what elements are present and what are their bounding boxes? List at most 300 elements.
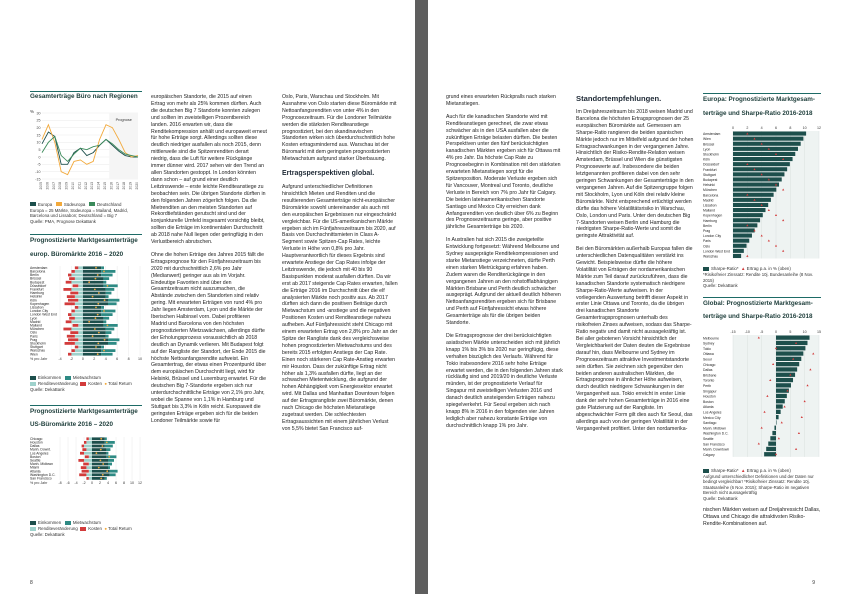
bar-income (83, 346, 101, 349)
bar-income (83, 292, 106, 295)
category-label: Düsseldorf (30, 284, 47, 289)
category-label: Wien (703, 137, 711, 142)
x-tick-label: 5 (789, 329, 792, 334)
marker-total-return (103, 310, 105, 312)
x-tick-label: 2009 (64, 181, 69, 190)
marker-total-return (97, 303, 99, 305)
bar-costs (67, 295, 75, 298)
europe-sharpe-note: *Risikofreier Zinssatz: Rendite 10j. Bundesanleihe (8 Nov. 2015) (703, 272, 814, 283)
bar-rent-growth (101, 313, 112, 316)
paragraph: Die Ertragsprognose der drei berücksichtigten asiatischen Märkte unterscheiden sich mit jährlich knapp 1% bis 3% bis 2020 nur geringfügig, diese verhalten biszüglich des Verlaufs. Während für Tokio insbesondere 2016 sehr hohe Erträge erwartet werden, die in den folgenden Jahren stark rückläufig sind und 2019/20 in deutliche Verluste münden, ist der prognostizierte Verlauf für Singapur mit zweistelligen Verlusten 2016 und danach deutlich ansteigenden Erträgen nahezu spiegelverkehrt. Für Seoul ergeben sich nach knapp 8% in 2016 in den folgenden vier Jahren lediglich aber nahezu konstante Erträge von durchschnittlich knapp 1% pro Jahr. (446, 333, 563, 429)
line-chart-source: Quelle: PMA, Prognose DekaBank (30, 218, 96, 224)
category-label: Lyon (30, 316, 38, 321)
x-tick-label: 2010 (71, 181, 75, 190)
y-tick-label: 10 (36, 140, 41, 145)
paragraph: Auch für die kanadischen Standorte wird mit Renditeanstiegen gerechnet, die zwar etwas schwächer als in den USA ausfallen aber die zukünftigen Erträge belasten dürften. Die besten Perspektiven unter den fünf berücksichtigten kanadischen Märkten ergeben sich für Ottawa mit 4% pro Jahr. Da höchste Cap Rate zu Prognosebeginn in Kombination mit den stärksten erwarteten Mietanstiegen sorgt für die Spitzenposition. Moderate Verluste ergeben sich für Vancouver, Montreal und Toronto, deutliche Verluste in Bereich von 7% pro Jahr für Calgary. Die beiden lateinamerikanischen Standorte Santiago und Mexico City erreichen dank Anfangsrenditen von deutlich über 6% zu Beginn des Prognosezeitraums geringe, aber positive jährliche Gesamterträge bis 2020. (446, 113, 561, 231)
marker-total-return (97, 274, 99, 276)
bar-costs (75, 346, 78, 349)
category-label: Seattle (703, 436, 714, 441)
marker-total-return (104, 339, 106, 341)
marker-total-return (95, 278, 97, 280)
bar-yield-change (75, 349, 83, 352)
bar-yield-change (86, 473, 92, 476)
category-label: London West End (703, 249, 730, 254)
bar-costs (68, 299, 78, 302)
category-label: San Francisco (30, 476, 52, 481)
bar-yield-change (71, 274, 82, 277)
bar-sharpe-ratio (766, 447, 776, 451)
x-tick-label: 8 (127, 357, 130, 362)
bar-sharpe-ratio (733, 213, 763, 217)
paragraph: grund eines erwarteten Rückpralls nach starken Mietanstiegen. (446, 94, 556, 107)
x-tick-label: 2006 (45, 181, 50, 190)
bar-rent-growth (108, 303, 117, 306)
category-label: München (703, 188, 717, 193)
x-tick-label: 2007 (51, 181, 56, 190)
x-tick-label: 2017 (115, 181, 120, 190)
bar-sharpe-ratio (733, 218, 760, 222)
category-label: Prag (703, 229, 711, 234)
category-label: Hamburg (703, 218, 717, 223)
bar-rent-growth (106, 328, 115, 331)
y-tick-label: 30 (36, 110, 41, 115)
bar-rent-growth (108, 462, 112, 465)
bar-sharpe-ratio (768, 441, 776, 445)
marker-total-return (96, 452, 98, 454)
marker-total-return (103, 350, 105, 352)
category-label: Los Angeles (30, 451, 49, 456)
category-label: Lissabon (703, 203, 717, 208)
category-label: Seattle (30, 458, 41, 463)
bar-income (83, 295, 106, 298)
category-label: Tokio (703, 346, 711, 351)
x-tick-label: 2013 (90, 181, 95, 190)
marker-total-return (92, 335, 94, 337)
bar-costs (84, 441, 86, 444)
y-tick-label: 5 (38, 147, 41, 152)
bar-rent-growth (108, 339, 119, 342)
category-label: Stuttgart (703, 173, 716, 178)
x-tick-label: 2015 (103, 181, 107, 190)
bar-income (83, 281, 104, 284)
bar-costs (73, 285, 79, 288)
bar-sharpe-ratio (733, 254, 741, 258)
bar-sharpe-ratio (733, 193, 774, 197)
category-label: Barcelona (703, 193, 719, 198)
bar-sharpe-ratio (733, 132, 806, 136)
bar-rent-growth (101, 346, 104, 349)
x-tick-label: 6 (115, 480, 117, 485)
global-sharpe-title-2: terträge und Sharpe-Ratio 2016-2018 (703, 313, 813, 321)
y-axis-unit: % (30, 108, 35, 114)
bar-yield-change (89, 462, 92, 465)
prognose-label: Prognose (115, 117, 132, 122)
bar-costs (67, 335, 75, 338)
category-label: Calgary (703, 452, 715, 457)
marker-total-return (102, 474, 104, 476)
bar-yield-change (86, 466, 92, 469)
marker-total-return (88, 281, 90, 283)
x-tick-label: -8 (58, 480, 62, 485)
bar-costs (68, 353, 71, 356)
category-label: Berlin (703, 224, 712, 229)
bar-sharpe-ratio (764, 452, 776, 456)
us-chart-source: Quelle: DekaBank (30, 531, 65, 537)
bar-income (83, 321, 104, 324)
bar-sharpe-ratio (733, 188, 776, 192)
paragraph: Aufgrund unterschiedlicher Definitionen hinsichtlich Mieten und Renditen und die resultierenden Gesamterträge nicht-europäischer Büromärkte sowohl untereinander als auch mit den europäischen Ergebnissen nur eingeschränkt vergleichbar. Für die US-amerikanischen Märkte ergeben sich im Fünfjahreszeitraum bis 2020, auf Basis von Durchschnittsmieten in Class A-Segment sowie Spitzen-Cap Rates, leichte Verluste in Höhe von 0,8% pro Jahr. Hauptverantwortlich für dieses Ergebnis sind erwartete Anstiege der Cap Rates infolge der Leitzinswende, die jedoch mit 40 bis 90 Basispunkten moderat ausfallen dürften. Da wir erst ab 2017 steigende Cap Rates erwarten, fallen die Erträge 2016 im Durchschnitt über die elf analysierten Märkte noch positiv aus. Ab 2017 dürften sich dann die positiven Beiträge durch Mietwachstum und -anstiege und die negativen Positionen Kosten und Renditeanstiege nahezu aufheben. Auf Fünfjahressicht steht Chicago mit einem erwarteten Ertrag von 2,8% pro Jahr an der Spitze der Rangliste dank des vergleichsweise hohen prognostizierten Mietwachstums und des bereits 2015 erfolgten Anstiegs der Cap Rate. Einen noch stärkeren Cap Rate-Anstieg erwarten mir Houston. Dass der zukünftige Ertrag nicht höher als 1,3% ausfallen dürfte, liegt an der schwachen Mietentwicklung, die aufgrund der hohen Abhängigkeit vom Energiesektor erwartet wird. Mit Dallas und Manhattan Downtown folgen auf der Ertragsrangliste zwei Büromärkte, denen nach Chicago die höchsten Mietanstiege zugetraut werden. Die schlechtesten Ertragsaussichten mit einem jährlichen Verlust von 5,5% bietet San Francisco auf- (282, 184, 398, 432)
bar-costs (70, 331, 78, 334)
x-tick-label: 4 (760, 126, 763, 131)
x-tick-label: 2 (93, 357, 96, 362)
bar-income (92, 455, 106, 458)
x-tick-label: 2018 (122, 181, 127, 190)
bar-yield-change (75, 342, 83, 345)
category-label: Helsinki (703, 183, 715, 188)
bar-costs (68, 274, 71, 277)
bar-sharpe-ratio (733, 249, 744, 253)
marker-total-return (100, 459, 102, 461)
category-label: Mexico City (703, 415, 721, 420)
category-label: Amsterdam (703, 132, 721, 137)
global-sharpe-legend: Sharpe-Ratio* ▲ Ertrag p.a. in % (oben) (703, 468, 821, 474)
bar-yield-change (89, 437, 92, 440)
y-tick-label: 15 (36, 132, 41, 137)
us-chart-title-2: US-Büromärkte 2016 – 2020 (30, 421, 113, 429)
bar-costs (82, 444, 84, 447)
marker-total-return (106, 470, 108, 472)
bar-rent-growth (108, 299, 119, 302)
marker-total-return (88, 321, 90, 323)
marker-total-return (106, 441, 108, 443)
bar-income (83, 342, 108, 345)
bar-rent-growth (101, 267, 104, 270)
paragraph: Bei den Büromärkten außerhalb Europas fallen die unterschiedlichen Datenqualitäten verstärkt ins Gewicht. Beispielsweise dürfte die höhere Volatilität von Erträgen der nordamerikanischen Märkte zum Teil darauf zurückzuführen, dass die kanadischen Standorte systematisch niedrigere Sharpe-Ratio-Werte aufweisen. In der vorliegenden Auswertung betrifft dieser Aspekt in erster Linie Ottawa und Toronto, da die übrigen drei kanadischen Standorte Gesamtertragsprognosen unterhalb des risikofreien Zinses aufweisen, sodass das Sharpe-Ratio negativ und damit nicht aussagekräftig ist. Bei aller gebotenen Vorsicht hinsichtlich der Vergleichbarkeit der Daten deuten die Ergebnisse darauf hin, dass Melbourne und Sydney im Prognosezeitraum attraktive Investmentstandorte sein dürften. Sie zeichnen sich gegenüber den beiden anderen australischen Märkten, die Ertragsprognose in ähnlicher Höhe aufweisen, durch deutlich niedrigere Schwankungen in der Vergangenheit aus. Tokio erreicht in erster Linie dank der sehr hohen Gesamterträge in 2016 eine gute Platzierung auf der Rangliste. Im abgeschwächter Form gilt dies auch für Seoul, das allerdings auch von der geringen Volatilität in der Vergangenheit profitiert. Unter den nordamerika- (576, 246, 693, 432)
paragraph: Im Dreijahreszeitraum bis 2018 weisen Madrid und Barcelona die höchsten Ertragsprognosen der 25 europäischen Büromärkte auf. Gemessen am Sharpe-Ratio rangieren die beiden spanischen Märkte jedoch nur im Mittelfeld aufgrund der hohen Ertragsschwankungen in der vergangenen Jahre. Hinsichtlich der Risiko-Rendite-Relation weisen Amsterdam, Brüssel und Wien die günstigsten Prognosewerte auf. Insbesondere die beiden letztgenannten profitieren dabei von den sehr geringen Schwankungen der Gesamterträge in den vergangenen Jahren. Auf die Spitzengruppe folgen mit Stockholm, Lyon und Köln drei relativ kleine Büromärkte. Nicht entsprechend ertüchtigt werden dürfte das höhere Volatilitätsrisiko in Warschau, Oslo, London und Paris. Unter den deutschen Big 7-Standorten weisen Berlin und Hamburg die niedrigsten Sharpe-Ratio-Werte und somit die geringste Attraktivität auf. (576, 109, 694, 240)
category-label: Mailand (30, 323, 42, 328)
bar-rent-growth (110, 473, 116, 476)
category-label: San Francisco (703, 442, 725, 447)
bar-yield-change (71, 321, 82, 324)
left-text-column-3 (282, 94, 398, 439)
global-sharpe-title-1: Global: Prognostizierte Marktgesam- (703, 299, 813, 307)
category-label: Los Angeles (703, 410, 722, 415)
x-tick-label: 6 (775, 126, 777, 131)
marker-total-return (100, 448, 102, 450)
marker-total-return (104, 299, 106, 301)
bar-rent-growth (106, 455, 116, 458)
x-tick-label: -6 (66, 480, 70, 485)
bar-sharpe-ratio (776, 378, 793, 382)
bar-yield-change (78, 299, 83, 302)
category-label: Kopenhagen (703, 213, 723, 218)
x-tick-label: 15 (817, 329, 821, 334)
marker-total-return (92, 296, 94, 298)
bar-sharpe-ratio (733, 239, 749, 243)
bar-costs (63, 288, 71, 291)
us-returns-chart (30, 435, 142, 517)
bar-sharpe-ratio (733, 203, 768, 207)
europe-chart-source: Quelle: DekaBank (30, 387, 65, 393)
paragraph: In Australien hat sich 2015 die zweigeteilte Entwicklung fortgesetzt: Während Melbourne und Sydney ausgeprägte Renditekompressionen und starke Mietanstiege verzeichneten, dürfte Perth einen starken Mietrückgang erfahren haben. Zudem waren die Renditerückgänge in den vergangenen Jahren an den rohstofflabhängigen Märkten Brisbane und Perth deutlich schwächer ausgeprägt. Aufgrund der aktuell deutlich höheren Nettoanfangsrenditen ergeben sich für Brisbane und Perth auf Fünfjahressicht etwas höhere Gesamterträge als für die übrigen beiden Standorte. (446, 237, 561, 327)
right-page (428, 0, 843, 594)
bar-sharpe-ratio (733, 198, 771, 202)
category-label: Manh. Midtown (703, 426, 726, 431)
category-label: Stockholm (703, 152, 719, 157)
europe-returns-chart (30, 264, 142, 372)
bar-costs (78, 459, 84, 462)
bar-yield-change (86, 448, 92, 451)
category-label: Berlin (30, 273, 39, 278)
x-axis-label: % pro Jahr (30, 480, 48, 485)
bar-income (92, 441, 105, 444)
bar-costs (68, 313, 71, 316)
bar-sharpe-ratio (733, 223, 757, 227)
marker-total-return (95, 346, 97, 348)
section-heading-standortempfehlungen: Standortempfehlungen. (576, 94, 662, 103)
marker-total-return (98, 332, 100, 334)
bar-rent-growth (103, 277, 109, 280)
europe-chart-title-2: europ. Büromärkte 2016 – 2020 (30, 250, 124, 258)
marker-total-return (95, 267, 97, 269)
y-tick-label: 25 (36, 118, 41, 123)
category-label: Atlanta (30, 469, 41, 474)
bar-costs (85, 455, 89, 458)
right-text-column-1 (446, 94, 564, 436)
bar-sharpe-ratio (770, 436, 776, 440)
line-chart-note: Europa = 25 Märkte, Südeuropa = Mailand, Madrid, Barcelona und Lissabon; Deutschland = Big 7 (30, 207, 128, 218)
left-text-column-2 (151, 94, 267, 431)
x-tick-label: 2008 (58, 181, 63, 190)
right-chart-column (703, 93, 821, 528)
bar-sharpe-ratio (733, 229, 755, 233)
bar-costs (73, 324, 79, 327)
bar-costs (69, 277, 75, 280)
x-tick-label: 0 (91, 480, 93, 485)
marker-total-return (100, 438, 102, 440)
bar-sharpe-ratio (772, 431, 776, 435)
us-chart-title-1: Prognostizierte Marktgesamterträge (30, 407, 138, 415)
bar-income (83, 303, 108, 306)
bar-sharpe-ratio (776, 362, 799, 366)
bar-costs (71, 310, 74, 313)
paragraph: nischen Märkten weisen auf Dreijahressicht Dallas, Ottawa und Chicago die attraktivsten Risiko-Rendite-Kombinationen auf. (703, 507, 821, 527)
bar-income (92, 437, 105, 440)
europe-chart-title-1: Prognostizierte Marktgesamterträge (30, 237, 138, 244)
bar-rent-growth (101, 306, 104, 309)
category-label: Oslo (703, 244, 710, 249)
bar-yield-change (84, 452, 92, 455)
paragraph: europäischen Standorte, die 2015 auf einen Ertrag von mehr als 25% kommen dürften. Auch die deutschen Big 7 Standorte konnten zulegen und sollten im zweistelligen Prozentbereich landen. 2016 erwarten wir, dass die Renditekompression anhält und europaweit erneut für hohe Erträge sorgt. Allerdings sollten diese deutlich niedriger ausfallen als noch 2015, denn mittlerweile sind die Spitzenrenditen derart niedrig, dass die Luft für weitere Rückgänge immer dünner wird. 2017 sehen wir den Trend an allen Standorten gestoppt. In London könnten dann schon – auf grund einer deutlich Leitzinswende – erste leichte Renditeanstiege zu beobachten sein. Die übrigen Standorte dürften in den folgenden Jahren zögerlich folgen. Da die Mietrenditen an den meisten Standorten auf Rekordtiefständen gerutscht sind und der konjunkturelle Umfeld insgesamt vorsichtig bleibt, sollten die Erträge im kontinentalen Durchschnitt ab 2018 nahe Null liegen oder geringfügig in den Verlustbereich abrutschen. (151, 94, 267, 246)
category-label: Manh. Midtown (30, 461, 53, 466)
category-label: Helsinki (30, 294, 42, 299)
bar-sharpe-ratio (733, 137, 803, 141)
category-label: Dallas (30, 443, 40, 448)
category-label: Melbourne (703, 336, 720, 341)
bar-income (83, 335, 106, 338)
bar-rent-growth (106, 292, 112, 295)
category-label: Budapest (30, 280, 45, 285)
y-tick-label: -15 (35, 176, 41, 181)
category-label: Houston (703, 394, 716, 399)
x-tick-label: -2 (82, 480, 86, 485)
section-heading-ertragsperspektiven: Ertragsperspektiven global. (282, 170, 375, 178)
legend-swatch-suedeuropa (56, 202, 62, 206)
x-tick-label: 4 (107, 480, 109, 485)
bar-sharpe-ratio (776, 356, 801, 360)
x-tick-label: 8 (789, 126, 792, 131)
bar-sharpe-ratio (776, 399, 785, 403)
bar-income (83, 277, 104, 280)
bar-income (83, 310, 101, 313)
category-label: Prag (30, 338, 38, 343)
bar-costs (68, 339, 78, 342)
category-label: Stockholm (30, 341, 46, 346)
bar-sharpe-ratio (776, 404, 783, 408)
bar-costs (86, 477, 88, 480)
category-label: Houston (30, 440, 43, 445)
category-label: Miami (30, 465, 40, 470)
category-label: Oslo (30, 330, 37, 335)
bar-income (83, 331, 106, 334)
x-tick-label: 0 (81, 357, 84, 362)
bar-yield-change (84, 444, 92, 447)
x-tick-label: 10 (802, 329, 807, 334)
bar-sharpe-ratio (776, 415, 779, 419)
bar-yield-change (71, 288, 82, 291)
category-label: Washington D.C. (703, 431, 729, 436)
bar-sharpe-ratio (733, 142, 801, 146)
x-tick-label: -4 (74, 480, 78, 485)
bar-yield-change (78, 306, 83, 309)
x-tick-label: 0 (775, 329, 777, 334)
europe-sharpe-title-2: terträge und Sharpe-Ratio 2016-2018 (703, 109, 813, 117)
bar-yield-change (78, 331, 83, 334)
category-label: Manh. Downtown (703, 447, 730, 452)
bar-sharpe-ratio (733, 244, 747, 248)
bar-rent-growth (108, 459, 114, 462)
bar-sharpe-ratio (776, 420, 777, 424)
category-label: Boston (30, 454, 41, 459)
x-tick-label: 0 (732, 126, 734, 131)
x-tick-label: -2 (69, 357, 74, 362)
x-tick-label: 2 (99, 480, 101, 485)
marker-total-return (103, 271, 105, 273)
bar-income (83, 317, 104, 320)
bar-income (83, 324, 104, 327)
category-label: Perth (703, 383, 712, 388)
category-label: Madrid (703, 198, 714, 203)
bar-yield-change (78, 339, 83, 342)
bar-sharpe-ratio (733, 147, 798, 151)
x-tick-label: 6 (116, 357, 119, 362)
paragraph: Oslo, Paris, Warschau und Stockholm. Mit Ausnahme von Oslo starten diese Büromärkte mit Nettoanfangsrenditen von unter 4% in den Prognosezeitraum. Für die Londoner Teilmärkte werden die stärksten Renditeanstiege prognostiziert, bei den skandinavischen Standorten wirken sich überdurchschnittlich hohe Kosten ertragsmindernd aus. Warschau ist der Büromarkt mit dem geringsten prognostizierten Mietwachstum aufgrund starker Überbauung. (282, 94, 397, 163)
marker-total-return (102, 445, 104, 447)
marker-total-return (100, 477, 102, 479)
bar-yield-change (78, 292, 83, 295)
category-label: Warschau (703, 254, 719, 259)
bar-yield-change (75, 310, 83, 313)
bar-income (92, 466, 108, 469)
bar-yield-change (75, 335, 83, 338)
bar-rent-growth (106, 331, 112, 334)
x-tick-label: 2005 (39, 181, 43, 190)
bar-income (92, 448, 106, 451)
page-number-right: 9 (812, 580, 815, 586)
y-tick-label: 20 (36, 125, 41, 130)
category-label: Paris (30, 334, 38, 339)
category-label: London City (30, 309, 49, 314)
marker-total-return (108, 456, 110, 458)
bar-sharpe-ratio (733, 152, 795, 156)
bar-income (92, 462, 108, 465)
category-label: Brüssel (703, 142, 715, 147)
bar-sharpe-ratio (776, 341, 807, 345)
bar-rent-growth (103, 285, 117, 288)
bar-income (83, 306, 101, 309)
category-label: Boston (703, 399, 714, 404)
marker-total-return (94, 289, 96, 291)
category-label: Budapest (703, 178, 718, 183)
x-tick-label: -5 (760, 329, 764, 334)
x-tick-label: 10 (802, 126, 807, 131)
bar-income (92, 452, 106, 455)
global-sharpe-source: Quelle: DekaBank (703, 495, 738, 501)
bar-yield-change (75, 303, 83, 306)
category-label: Frankfurt (30, 287, 44, 292)
bar-sharpe-ratio (776, 409, 781, 413)
category-label: Wien (30, 352, 38, 357)
bar-sharpe-ratio (733, 178, 782, 182)
bar-yield-change (75, 295, 83, 298)
bar-sharpe-ratio (776, 367, 797, 371)
bar-yield-change (71, 328, 82, 331)
category-label: Brisbane (703, 373, 717, 378)
category-label: Dallas (703, 367, 713, 372)
bar-costs (75, 267, 78, 270)
bar-sharpe-ratio (774, 425, 776, 429)
marker-total-return (98, 292, 100, 294)
bar-sharpe-ratio (733, 172, 784, 176)
marker-total-return (102, 463, 104, 465)
bar-costs (71, 270, 74, 273)
bar-yield-change (89, 470, 92, 473)
bar-sharpe-ratio (776, 351, 803, 355)
category-label: Frankfurt (703, 167, 717, 172)
bar-costs (86, 437, 88, 440)
y-tick-label: -10 (35, 169, 41, 174)
bar-costs (69, 317, 75, 320)
bar-costs (81, 466, 87, 469)
line-chart-legend: Europa Südeuropa Deutschland (30, 202, 142, 208)
bar-rent-growth (106, 448, 110, 451)
category-label: London West End (30, 312, 57, 317)
category-label: Brüssel (30, 276, 42, 281)
bar-yield-change (71, 353, 82, 356)
bar-income (92, 473, 110, 476)
bar-rent-growth (103, 324, 117, 327)
europe-sharpe-title-1: Europa: Prognostizierte Marktgesam- (703, 96, 815, 103)
bar-rent-growth (110, 470, 118, 473)
category-label: Stuttgart (30, 345, 43, 350)
category-label: Warschau (30, 348, 46, 353)
x-axis-label: % pro Jahr (30, 357, 48, 362)
bar-rent-growth (105, 444, 113, 447)
bar-costs (79, 473, 86, 476)
x-tick-label: 2 (746, 126, 749, 131)
x-tick-label: 12 (138, 480, 142, 485)
bar-costs (82, 448, 86, 451)
